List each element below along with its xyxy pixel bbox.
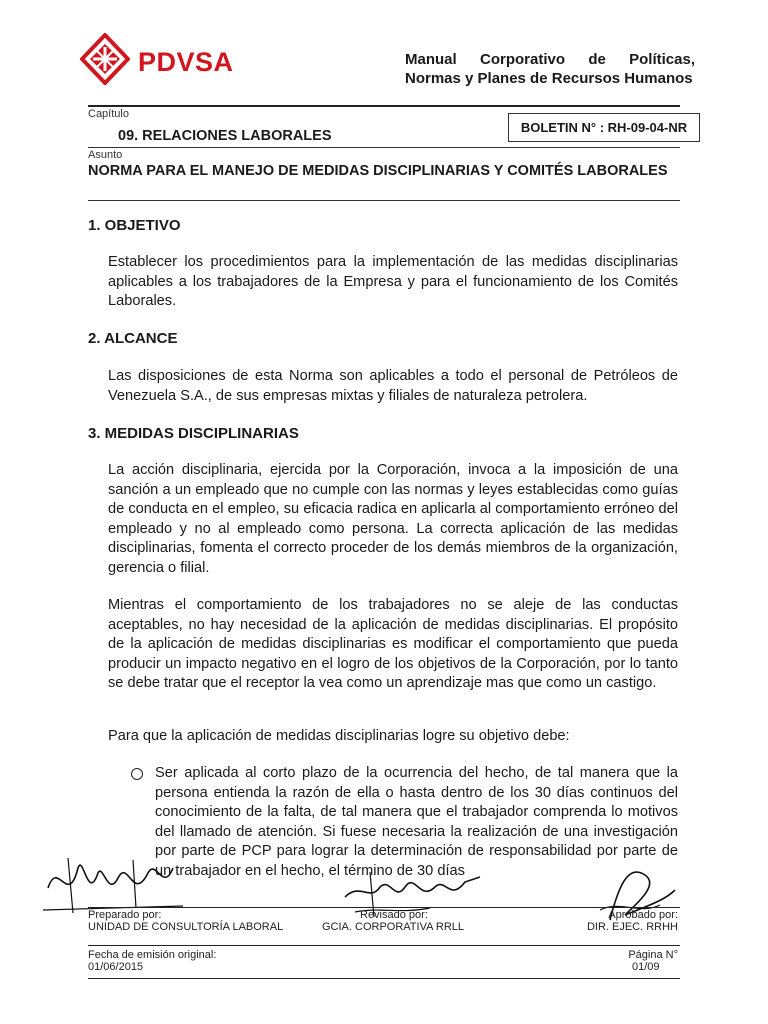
issue-date-value: 01/06/2015 — [88, 961, 144, 973]
chapter-divider — [88, 147, 680, 148]
approved-value: DIR. EJEC. RRHH — [586, 921, 678, 933]
bullet-circle-icon — [131, 768, 143, 780]
manual-title-line1: Manual Corporativo de Políticas, — [405, 51, 695, 68]
prepared-value: UNIDAD DE CONSULTORÍA LABORAL — [88, 921, 284, 933]
bullet-item: Ser aplicada al corto plazo de la ocurrencia del hecho, de tal manera que la persona entienda la razón de ella o hasta dentro de los 30 días continuos del conocimiento de la falta, de tal manera que el trabajador comprenda lo motivos del llamado de atención. Si fuese necesaria la realización de una investigación por parte de PCP para lograr la determinación de responsabilidad por parte de un trabajador en el hecho, el término de 30 días — [155, 765, 678, 879]
prepared-label: Preparado por: — [88, 909, 162, 921]
manual-title — [405, 50, 695, 88]
footer-top-divider — [88, 907, 680, 908]
page-number-value: 01/09 — [632, 961, 660, 973]
section-heading-objetivo: 1. OBJETIVO — [88, 217, 181, 234]
footer-bottom-divider — [88, 978, 680, 979]
page-number-label: Página N° — [628, 949, 678, 961]
pdvsa-logo-icon — [80, 33, 130, 85]
subject-label: Asunto — [88, 149, 123, 161]
section-heading-medidas: 3. MEDIDAS DISCIPLINARIAS — [88, 425, 299, 442]
chapter-title: 09. RELACIONES LABORALES — [118, 128, 332, 144]
medidas-paragraph-2: Mientras el comportamiento de los trabajadores no se aleje de las conductas aceptables, no hay necesidad de la aplicación de medidas disciplinarias. El propósito de la aplicación de medidas disciplinarias es modificar el comportamiento que pueda producir un impacto negativo en el logro de los objetivos de la Corporación, por lo tanto se debe tratar que el receptor la vea como un aprendizaje mas que como un castigo. — [108, 597, 678, 691]
medidas-paragraph-3: Para que la aplicación de medidas disciplinarias logre su objetivo debe: — [108, 728, 570, 744]
reviewed-label: Revisado por: — [360, 909, 428, 921]
alcance-paragraph: Las disposiciones de esta Norma son aplicables a todo el personal de Petróleos de Venezuela S.A., de sus empresas mixtas y filiales de naturaleza petrolera. — [108, 368, 678, 404]
section-heading-alcance: 2. ALCANCE — [88, 330, 178, 347]
boletin-box: BOLETIN N° : RH-09-04-NR — [508, 113, 700, 142]
manual-title-line2: Normas y Planes de Recursos Humanos — [405, 70, 693, 87]
chapter-label: Capítulo — [88, 108, 129, 120]
brand-name: PDVSA — [138, 47, 234, 77]
subject-title: NORMA PARA EL MANEJO DE MEDIDAS DISCIPLINARIAS Y COMITÉS LABORALES — [88, 163, 668, 179]
footer-mid-divider — [88, 945, 680, 946]
issue-date-label: Fecha de emisión original: — [88, 949, 217, 961]
approved-label: Aprobado por: — [608, 909, 678, 921]
header-divider — [88, 105, 680, 107]
medidas-paragraph-1: La acción disciplinaria, ejercida por la Corporación, invoca a la imposición de una sanción a un empleado que no cumple con las normas y leyes establecidas como guías de conducta en el empleo, su eficacia radica en aplicarla al comportamiento erróneo del empleado y no al empleado como persona. La correcta aplicación de las medidas disciplinarias, fomenta el correcto proceder de los demás miembros de la organización, gerencia o filial. — [108, 462, 678, 576]
subject-divider — [88, 200, 680, 201]
objetivo-paragraph: Establecer los procedimientos para la implementación de las medidas disciplinarias aplicables a los trabajadores de la Empresa y para el funcionamiento de los Comités Laborales. — [108, 254, 678, 309]
reviewed-value: GCIA. CORPORATIVA RRLL — [322, 921, 465, 933]
